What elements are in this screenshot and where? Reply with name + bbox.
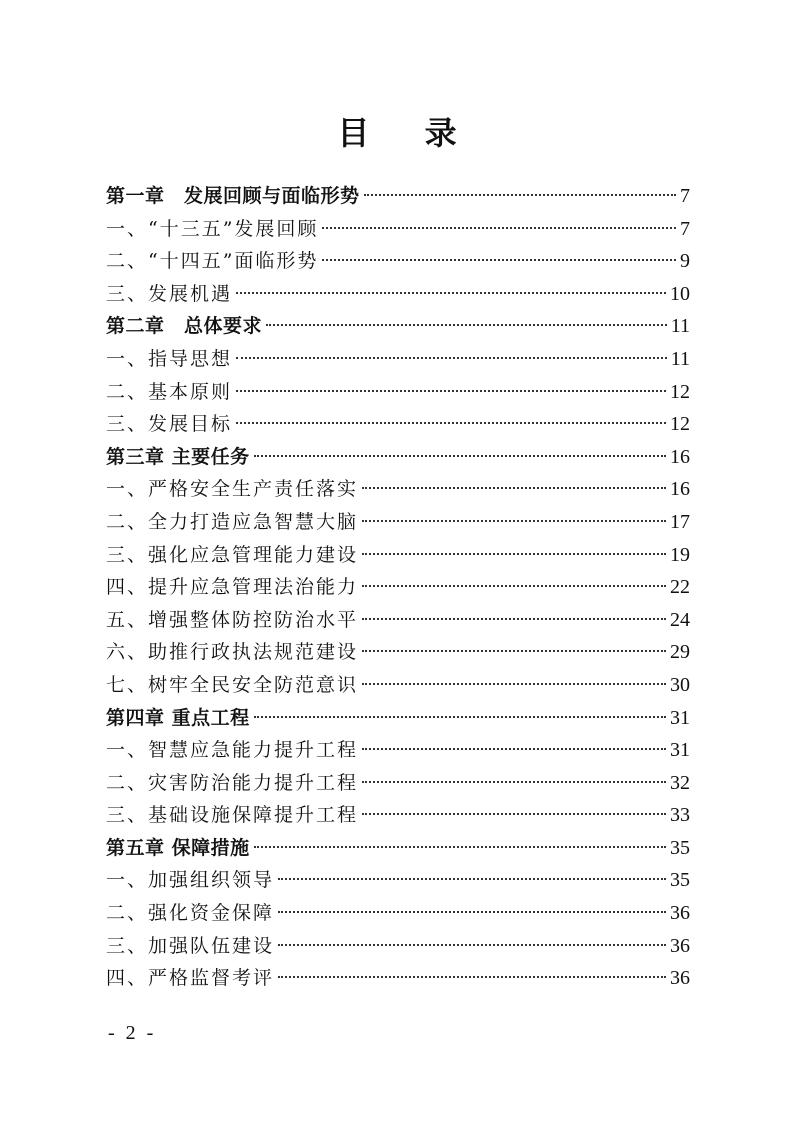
toc-entry-label: 一、指导思想 <box>106 347 233 370</box>
toc-entry-label: 二、灾害防治能力提升工程 <box>106 771 359 794</box>
toc-entry-page: 7 <box>680 185 690 207</box>
toc-entry-label: 一、智慧应急能力提升工程 <box>106 739 359 762</box>
dot-leader <box>236 357 667 359</box>
dot-leader <box>254 716 666 718</box>
dot-leader <box>362 781 666 783</box>
toc-section-entry[interactable] <box>106 897 690 930</box>
toc-section-entry[interactable] <box>106 734 690 767</box>
toc-title: 目 录 <box>337 114 479 152</box>
toc-entry-page: 36 <box>670 967 690 990</box>
toc-entry-label: 四、提升应急管理法治能力 <box>106 576 359 599</box>
toc-entry-label: 一、“十三五”发展回顾 <box>106 217 319 240</box>
dot-leader <box>254 846 666 848</box>
toc-entry-label: 二、“十四五”面临形势 <box>106 250 319 273</box>
dot-leader <box>236 390 666 392</box>
toc-chapter-entry[interactable] <box>106 310 690 343</box>
dot-leader <box>362 618 666 620</box>
toc-section-entry[interactable] <box>106 799 690 832</box>
toc-section-entry[interactable] <box>106 506 690 539</box>
dot-leader <box>322 259 676 261</box>
toc-entry-page: 7 <box>680 217 690 240</box>
toc-section-entry[interactable] <box>106 930 690 963</box>
dot-leader <box>362 683 666 685</box>
dot-leader <box>364 194 676 196</box>
toc-entry-label: 二、全力打造应急智慧大脑 <box>106 510 359 533</box>
toc-entry-page: 29 <box>670 641 690 664</box>
dot-leader <box>362 553 666 555</box>
toc-entry-page: 9 <box>680 250 690 273</box>
toc-entry-label: 第一章 发展回顾与面临形势 <box>106 185 360 207</box>
toc-entry-label: 第四章 重点工程 <box>106 706 250 729</box>
page-number: - 2 - <box>108 1022 157 1044</box>
toc-entry-page: 22 <box>670 576 690 599</box>
toc-entry-page: 16 <box>670 445 690 468</box>
dot-leader <box>362 813 666 815</box>
dot-leader <box>322 227 676 229</box>
toc-section-entry[interactable] <box>106 539 690 572</box>
dot-leader <box>362 650 666 652</box>
toc-chapter-entry[interactable] <box>106 702 690 735</box>
table-of-contents <box>106 180 690 995</box>
toc-entry-label: 三、强化应急管理能力建设 <box>106 543 359 566</box>
dot-leader <box>362 585 666 587</box>
toc-entry-label: 一、加强组织领导 <box>106 869 275 892</box>
toc-entry-label: 三、基础设施保障提升工程 <box>106 804 359 827</box>
dot-leader <box>266 324 667 326</box>
toc-entry-page: 19 <box>670 543 690 566</box>
toc-entry-page: 17 <box>670 510 690 533</box>
dot-leader <box>278 911 666 913</box>
dot-leader <box>362 487 666 489</box>
toc-section-entry[interactable] <box>106 408 690 441</box>
toc-entry-page: 35 <box>670 836 690 859</box>
toc-entry-label: 四、严格监督考评 <box>106 967 275 990</box>
toc-section-entry[interactable] <box>106 604 690 637</box>
toc-chapter-entry[interactable] <box>106 180 690 213</box>
toc-section-entry[interactable] <box>106 213 690 246</box>
toc-entry-page: 31 <box>670 739 690 762</box>
toc-entry-page: 35 <box>670 869 690 892</box>
toc-entry-label: 第五章 保障措施 <box>106 836 250 859</box>
dot-leader <box>362 748 666 750</box>
toc-section-entry[interactable] <box>106 962 690 995</box>
toc-entry-page: 32 <box>670 771 690 794</box>
toc-section-entry[interactable] <box>106 669 690 702</box>
toc-entry-page: 36 <box>670 902 690 925</box>
toc-entry-label: 第二章 总体要求 <box>106 315 263 338</box>
dot-leader <box>254 455 666 457</box>
dot-leader <box>278 944 666 946</box>
toc-section-entry[interactable] <box>106 278 690 311</box>
toc-section-entry[interactable] <box>106 376 690 409</box>
toc-entry-label: 五、增强整体防控防治水平 <box>106 608 359 631</box>
toc-section-entry[interactable] <box>106 864 690 897</box>
toc-section-entry[interactable] <box>106 343 690 376</box>
dot-leader <box>278 878 666 880</box>
toc-entry-label: 七、树牢全民安全防范意识 <box>106 673 359 696</box>
toc-chapter-entry[interactable] <box>106 441 690 474</box>
toc-entry-page: 10 <box>670 282 690 305</box>
toc-chapter-entry[interactable] <box>106 832 690 865</box>
toc-entry-label: 三、发展机遇 <box>106 282 233 305</box>
toc-section-entry[interactable] <box>106 636 690 669</box>
toc-section-entry[interactable] <box>106 473 690 506</box>
dot-leader <box>236 422 666 424</box>
toc-section-entry[interactable] <box>106 245 690 278</box>
toc-entry-page: 36 <box>670 934 690 957</box>
dot-leader <box>362 520 666 522</box>
toc-entry-page: 12 <box>670 380 690 403</box>
toc-entry-page: 12 <box>670 413 690 436</box>
toc-entry-label: 三、发展目标 <box>106 413 233 436</box>
toc-entry-label: 一、严格安全生产责任落实 <box>106 478 359 501</box>
toc-entry-label: 三、加强队伍建设 <box>106 934 275 957</box>
toc-entry-page: 30 <box>670 673 690 696</box>
toc-entry-label: 二、基本原则 <box>106 380 233 403</box>
dot-leader <box>278 976 666 978</box>
toc-entry-label: 六、助推行政执法规范建设 <box>106 641 359 664</box>
toc-entry-label: 二、强化资金保障 <box>106 902 275 925</box>
toc-entry-page: 11 <box>670 347 690 370</box>
toc-entry-page: 11 <box>670 315 690 338</box>
toc-entry-page: 16 <box>670 478 690 501</box>
toc-entry-page: 31 <box>670 706 690 729</box>
toc-entry-page: 24 <box>670 608 690 631</box>
dot-leader <box>236 292 666 294</box>
toc-entry-label: 第三章 主要任务 <box>106 445 250 468</box>
toc-section-entry[interactable] <box>106 571 690 604</box>
toc-entry-page: 33 <box>670 804 690 827</box>
toc-section-entry[interactable] <box>106 767 690 800</box>
